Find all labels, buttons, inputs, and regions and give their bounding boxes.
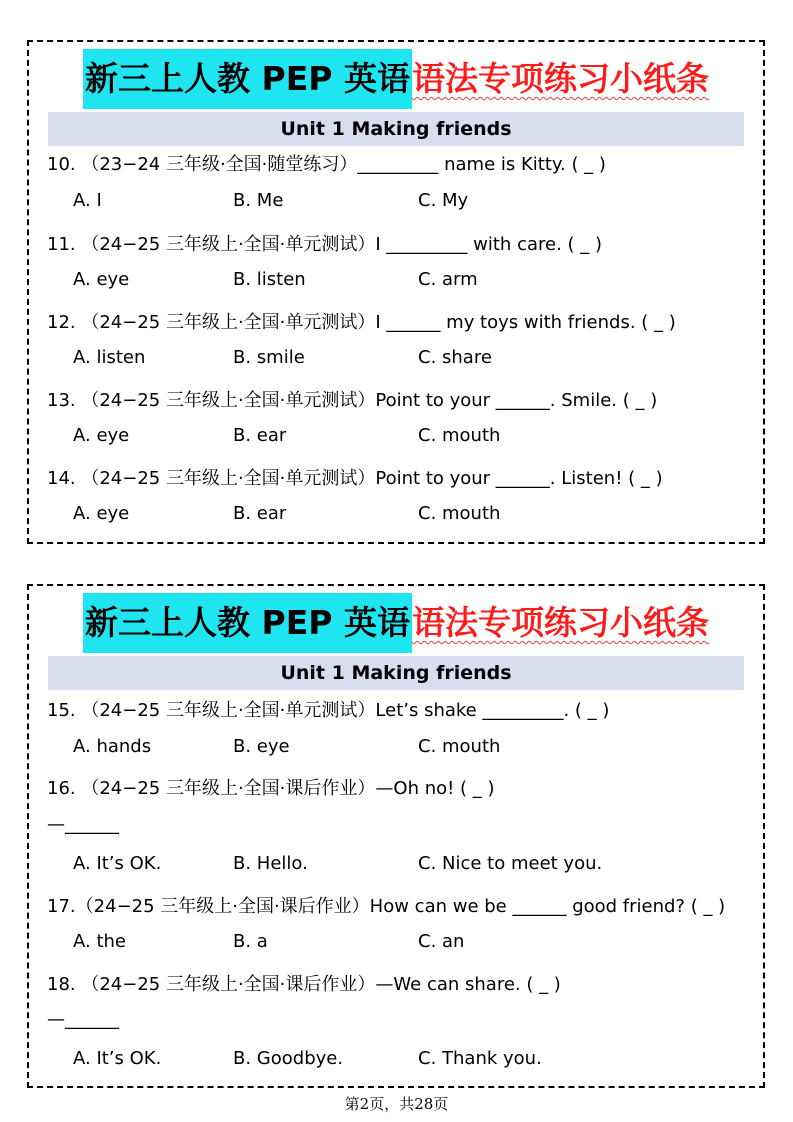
question-12: 12. （24−25 三年级上·全国·单元测试）I ______ my toys with friends. ( _ ) xyxy=(47,312,676,333)
option-b[interactable]: B. smile xyxy=(233,347,305,368)
title-red: 语法专项练习小纸条 xyxy=(411,59,709,98)
option-c[interactable]: C. mouth xyxy=(418,425,501,446)
title-highlighted: 新三上人教 PEP 英语 xyxy=(83,49,412,109)
unit-heading: Unit 1 Making friends xyxy=(48,656,744,690)
option-c[interactable]: C. an xyxy=(418,931,465,952)
option-b[interactable]: B. eye xyxy=(233,736,290,757)
option-c[interactable]: C. mouth xyxy=(418,736,501,757)
title-highlighted: 新三上人教 PEP 英语 xyxy=(83,593,412,653)
option-b[interactable]: B. ear xyxy=(233,425,287,446)
option-b[interactable]: B. a xyxy=(233,931,268,952)
question-10: 10. （23−24 三年级·全国·随堂练习）_________ name is Kitty. ( _ ) xyxy=(47,154,606,175)
option-b[interactable]: B. listen xyxy=(233,269,306,290)
unit-heading: Unit 1 Making friends xyxy=(48,112,744,146)
exercise-card-2 xyxy=(27,584,765,1088)
question-15: 15. （24−25 三年级上·全国·单元测试）Let’s shake _________. ( _ ) xyxy=(47,700,610,721)
page-number: 第2页，共28页 xyxy=(344,1095,449,1113)
option-b[interactable]: B. Goodbye. xyxy=(233,1048,344,1069)
option-a[interactable]: A. hands xyxy=(73,736,152,757)
option-b[interactable]: B. ear xyxy=(233,503,287,524)
option-a[interactable]: A. the xyxy=(73,931,126,952)
option-b[interactable]: B. Hello. xyxy=(233,853,308,874)
option-a[interactable]: A. It’s OK. xyxy=(73,853,162,874)
option-a[interactable]: A. It’s OK. xyxy=(73,1048,162,1069)
option-a[interactable]: A. eye xyxy=(73,503,130,524)
option-c[interactable]: C. Nice to meet you. xyxy=(418,853,603,874)
option-c[interactable]: C. mouth xyxy=(418,503,501,524)
card-title xyxy=(29,592,763,654)
option-b[interactable]: B. Me xyxy=(233,190,284,211)
question-17: 17.（24−25 三年级上·全国·课后作业）How can we be ______ good friend? ( _ ) xyxy=(47,896,726,917)
question-16: 16. （24−25 三年级上·全国·课后作业）—Oh no! ( _ ) xyxy=(47,778,495,799)
option-c[interactable]: C. share xyxy=(418,347,492,368)
option-a[interactable]: A. I xyxy=(73,190,102,211)
option-a[interactable]: A. listen xyxy=(73,347,146,368)
option-c[interactable]: C. arm xyxy=(418,269,478,290)
question-13: 13. （24−25 三年级上·全国·单元测试）Point to your ______. Smile. ( _ ) xyxy=(47,390,658,411)
answer-blank[interactable]: —______ xyxy=(47,814,119,835)
option-a[interactable]: A. eye xyxy=(73,269,130,290)
exercise-card-1 xyxy=(27,40,765,544)
question-11: 11. （24−25 三年级上·全国·单元测试）I _________ with care. ( _ ) xyxy=(47,234,603,255)
option-a[interactable]: A. eye xyxy=(73,425,130,446)
title-red: 语法专项练习小纸条 xyxy=(411,603,709,642)
card-title xyxy=(29,48,763,110)
question-18: 18. （24−25 三年级上·全国·课后作业）—We can share. ( _ ) xyxy=(47,974,561,995)
question-14: 14. （24−25 三年级上·全国·单元测试）Point to your ______. Listen! ( _ ) xyxy=(47,468,663,489)
option-c[interactable]: C. My xyxy=(418,190,469,211)
answer-blank[interactable]: —______ xyxy=(47,1009,119,1030)
option-c[interactable]: C. Thank you. xyxy=(418,1048,542,1069)
